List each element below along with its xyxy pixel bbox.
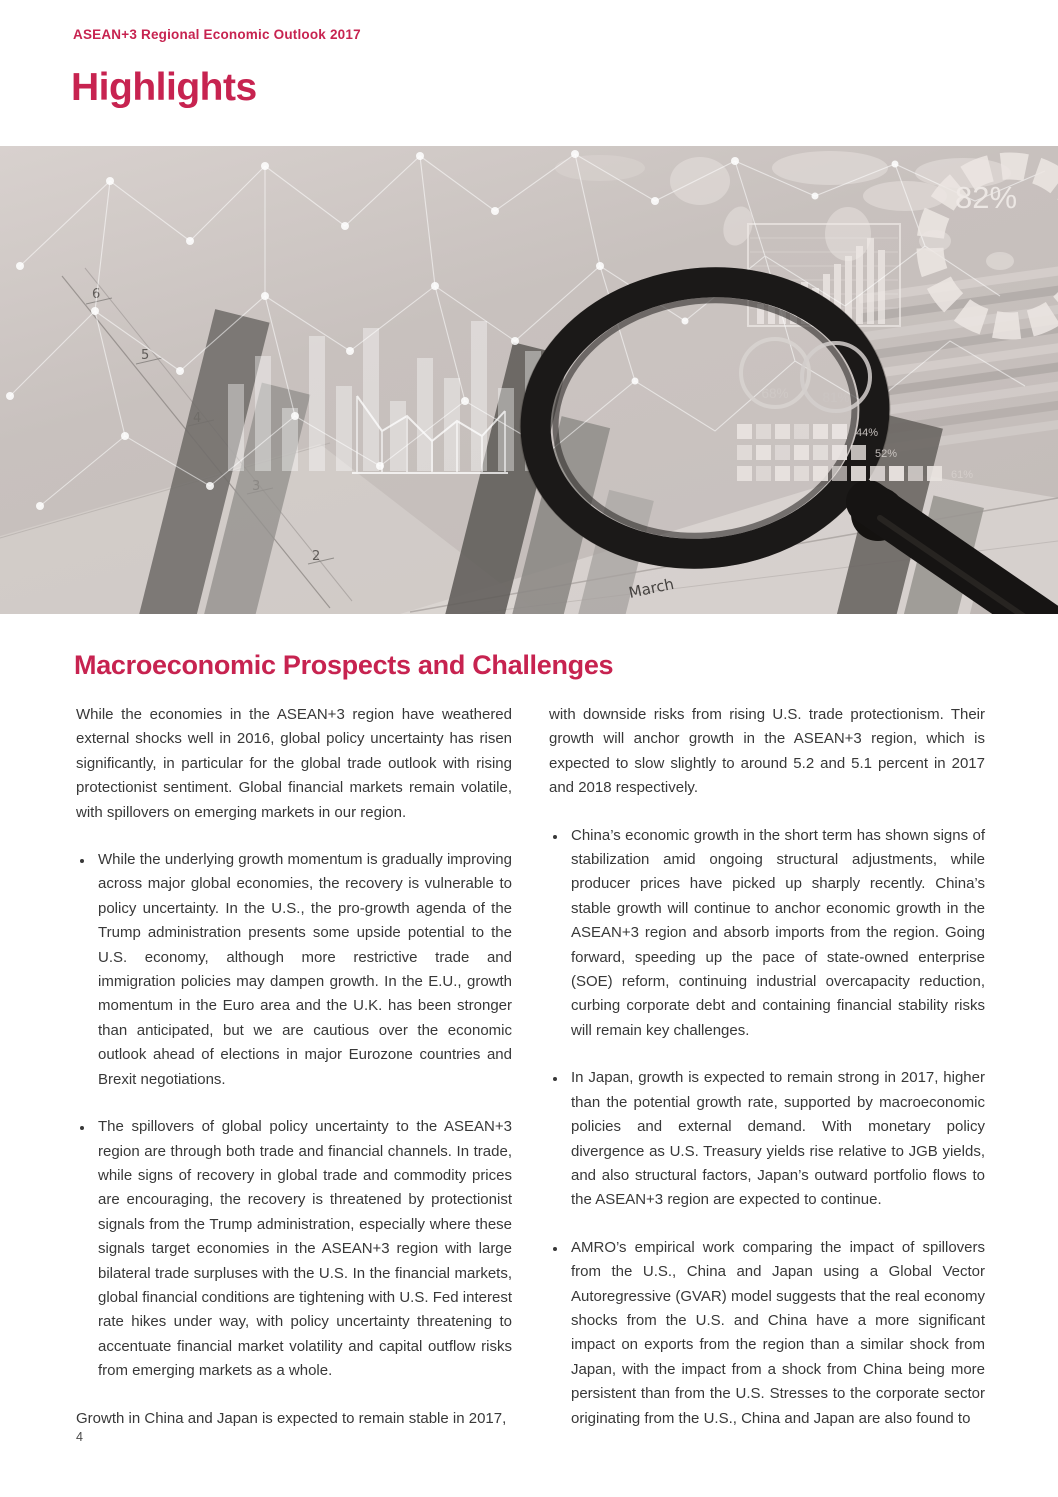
bullet-item <box>76 848 512 1092</box>
percent-circle-left-value: 68% <box>761 386 789 401</box>
bullet-text: The spillovers of global policy uncertainty to the ASEAN+3 region are through both trade and financial channels. In trade, while signs of recovery in global trade and commodity prices are encouraging, the recovery is threatened by protectionist signals from the Trump administration, especially where these signals target economies in the ASEAN+3 region with large bilateral trade surpluses with the U.S. In the financial markets, global financial conditions are tightening with U.S. Fed interest rate hikes under way, with policy uncertainty threatening to accentuate financial market volatility and capital outflow risks from emerging markets as a whole. <box>98 1118 512 1380</box>
page-number: 4 <box>76 1430 83 1444</box>
bullet-item <box>549 824 985 1044</box>
section-title: Macroeconomic Prospects and Challenges <box>74 650 614 680</box>
grid-row1-value: 44% <box>856 427 879 439</box>
bullet-text: AMRO’s empirical work comparing the impact of spillovers from the U.S., China and Japan using a Global Vector Autoregressive (GVAR) model suggests that the real economy shocks from the U.S. and China have a more significant impact on exports from the region than a similar shock from Japan, with the impact from a shock from China being more persistent than from the U.S. Stresses to the corporate sector originating from the U.S., China and Japan are also found to <box>571 1238 985 1427</box>
bullet-marker <box>549 1066 571 1212</box>
month-label: March <box>627 574 676 602</box>
bullet-marker <box>76 1115 98 1383</box>
percent-circle-right-value: 81% <box>822 390 850 405</box>
axis-label: 6 <box>92 287 101 302</box>
donut-gauge-value: 82% <box>955 180 1018 215</box>
paragraph: While the economies in the ASEAN+3 region have weathered external shocks well in 2016, global policy uncertainty has risen significantly, in particular for the global trade outlook with rising protectionist sentiment. Global financial markets remain volatile, with spillovers on emerging markets in our region. <box>76 706 512 821</box>
grid-row3-value: 61% <box>951 469 974 481</box>
bullet-marker <box>549 824 571 1044</box>
bullet-marker <box>76 848 98 1092</box>
grid-row2-value: 52% <box>875 448 898 460</box>
paragraph: Growth in China and Japan is expected to remain stable in 2017, <box>76 1409 507 1427</box>
axis-label: 2 <box>312 549 321 564</box>
bullet-text: China’s economic growth in the short term has shown signs of stabilization amid ongoing structural adjustments, while producer prices have picked up sharply recently. China’s stable growth will continue to anchor economic growth in the ASEAN+3 region and absorb imports from the region. Going forward, speeding up the pace of state-owned enterprise (SOE) reform, continuing industrial overcapacity reduction, curbing corporate debt and containing financial stability risks will remain key challenges. <box>571 826 985 1039</box>
page-title: Highlights <box>71 66 257 109</box>
axis-label: 5 <box>141 348 150 363</box>
bullet-item <box>549 1236 985 1431</box>
bullet-item <box>549 1066 985 1212</box>
bullet-item <box>76 1115 512 1383</box>
paragraph: with downside risks from rising U.S. trade protectionism. Their growth will anchor growth in the ASEAN+3 region, which is expected to slow slightly to around 5.2 and 5.1 percent in 2017 and 2018 respectively. <box>549 706 985 797</box>
left-column <box>76 703 512 1454</box>
hero-image <box>0 146 1058 614</box>
report-title: ASEAN+3 Regional Economic Outlook 2017 <box>73 27 361 42</box>
bullet-marker <box>549 1236 571 1431</box>
right-column <box>549 703 985 1454</box>
hero-collage-graphic <box>0 146 1058 614</box>
body-columns <box>76 703 985 1454</box>
bullet-text: In Japan, growth is expected to remain strong in 2017, higher than the potential growth rate, supported by macroeconomic policies and external demand. With monetary policy divergence as U.S. Treasury yields rise relative to JGB yields, and also structural factors, Japan’s outward portfolio flows to the ASEAN+3 region are expected to continue. <box>571 1069 985 1209</box>
bullet-text: While the underlying growth momentum is gradually improving across major global economies, the recovery is vulnerable to policy uncertainty. In the U.S., the pro-growth agenda of the Trump administration presents some upside potential to the U.S. economy, although more restrictive trade and immigration policies may dampen growth. In the E.U., growth momentum in the Euro area and the U.K. has been stronger than anticipated, but we are cautious over the economic outlook ahead of elections in major Eurozone countries and Brexit negotiations. <box>98 851 512 1088</box>
